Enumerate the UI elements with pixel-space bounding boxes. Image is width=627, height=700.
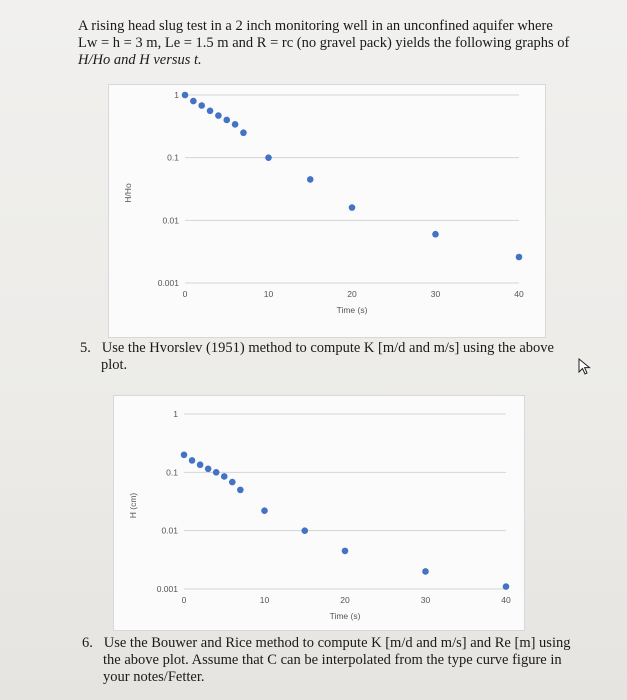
x-tick-label: 0 [182,289,188,299]
data-point [349,204,356,211]
data-point [432,231,439,238]
data-point [265,154,272,161]
y-tick-label: 0.001 [156,584,178,594]
question-5 [80,340,554,357]
data-point [229,479,236,486]
data-point [342,548,349,555]
question-5-line-2: plot. [101,357,128,373]
data-point [181,451,188,458]
data-point [237,487,244,494]
question-6-line-3: your notes/Fetter. [103,669,205,685]
x-tick-label: 40 [501,595,511,605]
data-point [182,92,189,99]
x-tick-label: 40 [514,289,524,299]
y-tick-label: 1 [174,90,179,100]
data-point [213,469,220,476]
data-point [190,98,197,105]
question-6-line-2: the above plot. Assume that C can be interpolated from the type curve figure in [103,652,562,668]
data-point [503,583,510,590]
x-tick-label: 20 [347,289,357,299]
y-tick-label: 0.01 [161,525,178,536]
x-tick-label: 30 [430,289,441,299]
mouse-pointer-icon [578,358,592,381]
x-tick-label: 0 [181,595,187,605]
data-point [301,527,308,534]
chart-h-cm-svg [114,396,524,630]
chart-h-ho-svg [109,85,545,337]
data-point [197,461,204,468]
data-point [215,112,222,119]
data-point [198,102,205,109]
x-tick-label: 10 [259,595,270,605]
x-axis-title: Time (s) [329,611,361,621]
y-tick-label: 0.01 [162,215,179,226]
x-tick-label: 20 [340,595,350,605]
y-tick-label: 0.1 [166,467,178,478]
intro-line-1: A rising head slug test in a 2 inch monitoring well in an unconfined aquifer where [78,18,553,34]
question-6-line-1: Use the Bouwer and Rice method to compute K [m/d and m/s] and Re [m] using [103,635,571,651]
data-point [207,107,214,114]
data-point [189,457,196,464]
data-point [422,568,429,575]
problem-intro [78,18,578,69]
data-point [221,473,228,480]
data-point [516,254,523,261]
x-tick-label: 10 [263,289,274,299]
question-6 [82,635,570,652]
data-point [232,121,239,128]
data-point [205,465,212,472]
question-5-cont [101,357,127,374]
chart-h-ho [108,84,546,338]
x-tick-label: 30 [420,595,431,605]
y-tick-label: 0.1 [167,152,179,163]
data-point [240,129,247,136]
y-tick-label: 1 [173,409,178,419]
question-6-cont-a [103,652,562,669]
y-tick-label: 0.001 [157,278,179,288]
data-point [261,507,268,514]
question-6-cont-b [103,669,205,686]
data-point [223,117,230,124]
intro-line-3: H/Ho and H versus t. [78,52,202,68]
question-6-number: 6. [82,635,93,651]
question-5-number: 5. [80,340,91,356]
chart-h-cm [113,395,525,631]
y-axis-title: H (cm) [128,492,138,519]
data-point [307,176,314,183]
y-axis-title: H/Ho [123,183,133,203]
x-axis-title: Time (s) [336,305,368,315]
intro-line-2: Lw = h = 3 m, Le = 1.5 m and R = rc (no gravel pack) yields the following graphs of [78,35,570,51]
question-5-line-1: Use the Hvorslev (1951) method to compute K [m/d and m/s] using the above [101,340,554,356]
